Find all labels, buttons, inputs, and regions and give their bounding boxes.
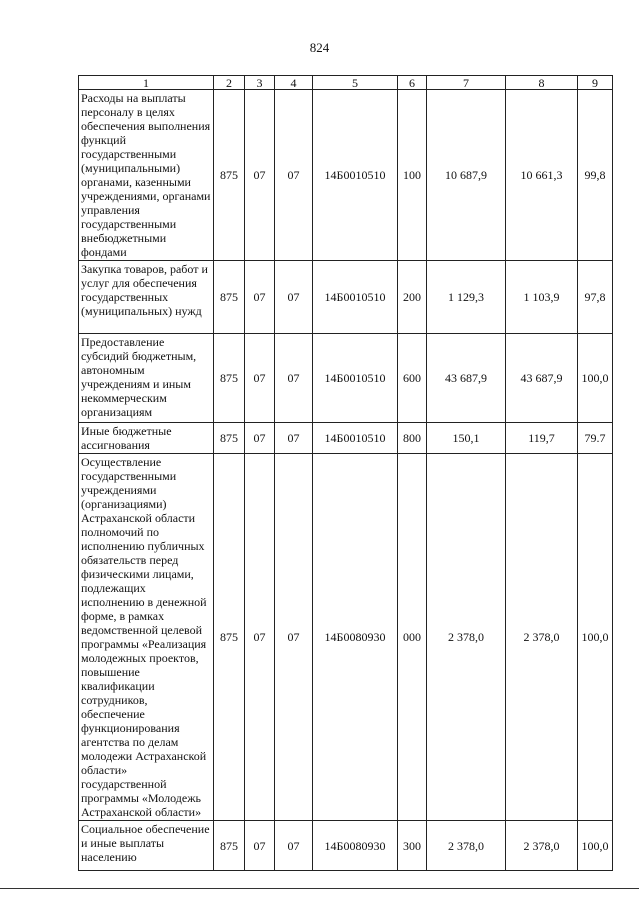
column-header: 1 (79, 76, 214, 90)
cell-percent: 100,0 (578, 334, 613, 423)
cell-admin-code: 875 (214, 261, 245, 334)
cell-subsection: 07 (275, 454, 313, 821)
cell-planned: 1 129,3 (427, 261, 506, 334)
cell-planned: 43 687,9 (427, 334, 506, 423)
cell-expense-type: 100 (398, 90, 427, 261)
cell-subsection: 07 (275, 821, 313, 871)
cell-section: 07 (245, 423, 275, 454)
cell-expense-type: 200 (398, 261, 427, 334)
cell-subsection: 07 (275, 334, 313, 423)
cell-executed: 43 687,9 (506, 334, 578, 423)
cell-target-article: 14Б0010510 (313, 261, 398, 334)
cell-expense-type: 600 (398, 334, 427, 423)
cell-planned: 2 378,0 (427, 821, 506, 871)
table-header-row (79, 76, 613, 90)
column-header: 5 (313, 76, 398, 90)
cell-target-article: 14Б0080930 (313, 821, 398, 871)
cell-section: 07 (245, 821, 275, 871)
cell-executed: 2 378,0 (506, 821, 578, 871)
column-header: 6 (398, 76, 427, 90)
cell-admin-code: 875 (214, 821, 245, 871)
column-header: 9 (578, 76, 613, 90)
cell-admin-code: 875 (214, 334, 245, 423)
cell-percent: 100,0 (578, 821, 613, 871)
row-description: Осуществление государственными учреждениями (организациями) Астраханской области полномочий по исполнению публичных обязательств перед физическими лицами, подлежащих исполнению в денежной форме, в рамках ведомственной целевой программы «Реализация молодежных проектов, повышение квалификации сотрудников, обеспечение функционирования агентства по делам молодежи Астраханской области» государственной программы «Молодежь Астраханской области» (79, 454, 214, 821)
cell-percent: 99,8 (578, 90, 613, 261)
row-description: Иные бюджетные ассигнования (79, 423, 214, 454)
table-row (79, 90, 613, 261)
cell-target-article: 14Б0010510 (313, 334, 398, 423)
cell-executed: 1 103,9 (506, 261, 578, 334)
page-number: 824 (309, 40, 330, 55)
budget-table (78, 75, 613, 871)
column-header: 4 (275, 76, 313, 90)
table-row (79, 454, 613, 821)
cell-target-article: 14Б0010510 (313, 90, 398, 261)
cell-executed: 2 378,0 (506, 454, 578, 821)
cell-subsection: 07 (275, 423, 313, 454)
cell-section: 07 (245, 454, 275, 821)
column-header: 2 (214, 76, 245, 90)
table-row (79, 261, 613, 334)
cell-admin-code: 875 (214, 90, 245, 261)
cell-percent: 97,8 (578, 261, 613, 334)
column-header: 7 (427, 76, 506, 90)
cell-section: 07 (245, 334, 275, 423)
table-row (79, 821, 613, 871)
table-row (79, 334, 613, 423)
column-header: 3 (245, 76, 275, 90)
row-description: Расходы на выплаты персоналу в целях обеспечения выполнения функций государственными (муниципальными) органами, казенными учреждениями, органами управления государственными внебюджетными фондами (79, 90, 214, 261)
cell-expense-type: 800 (398, 423, 427, 454)
cell-percent: 79.7 (578, 423, 613, 454)
cell-planned: 2 378,0 (427, 454, 506, 821)
cell-planned: 10 687,9 (427, 90, 506, 261)
cell-executed: 10 661,3 (506, 90, 578, 261)
cell-section: 07 (245, 90, 275, 261)
cell-admin-code: 875 (214, 454, 245, 821)
cell-expense-type: 300 (398, 821, 427, 871)
cell-subsection: 07 (275, 90, 313, 261)
cell-section: 07 (245, 261, 275, 334)
table-row (79, 423, 613, 454)
column-header: 8 (506, 76, 578, 90)
row-description: Социальное обеспечение и иные выплаты населению (79, 821, 214, 871)
row-description: Предоставление субсидий бюджетным, автономным учреждениям и иным некоммерческим организациям (79, 334, 214, 423)
cell-subsection: 07 (275, 261, 313, 334)
cell-target-article: 14Б0010510 (313, 423, 398, 454)
row-description: Закупка товаров, работ и услуг для обеспечения государственных (муниципальных) нужд (79, 261, 214, 334)
bottom-rule (0, 888, 639, 889)
cell-percent: 100,0 (578, 454, 613, 821)
cell-expense-type: 000 (398, 454, 427, 821)
cell-executed: 119,7 (506, 423, 578, 454)
cell-target-article: 14Б0080930 (313, 454, 398, 821)
cell-planned: 150,1 (427, 423, 506, 454)
cell-admin-code: 875 (214, 423, 245, 454)
